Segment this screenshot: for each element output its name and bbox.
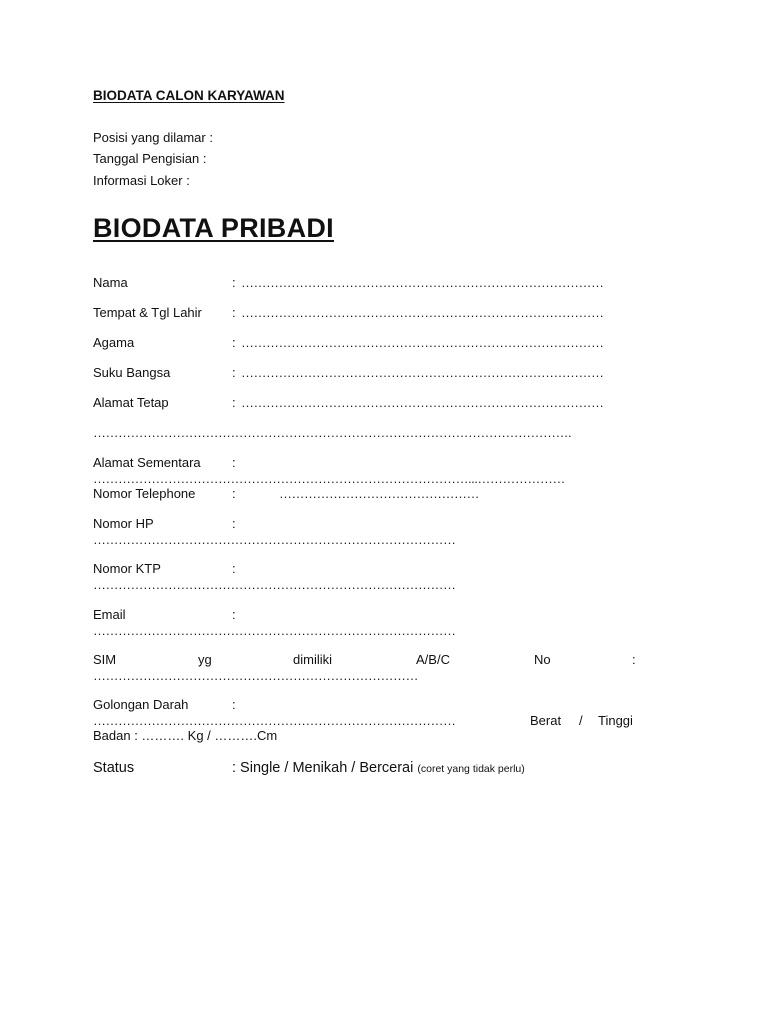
sim-word-abc: A/B/C [416, 652, 450, 667]
section-heading: BIODATA PRIBADI [93, 213, 334, 243]
sim-colon: : [632, 652, 636, 667]
badan-line: Badan : ………. Kg / ……….Cm [93, 728, 278, 743]
status-note: (coret yang tidak perlu) [417, 763, 525, 775]
alamat-tetap-colon: : [232, 395, 236, 410]
suku-colon: : [232, 365, 236, 380]
ttl-dots: …………………………………………………………………………… [241, 305, 604, 320]
nama-dots: …………………………………………………………………………… [241, 275, 604, 290]
tinggi-word: Tinggi [598, 713, 633, 728]
agama-colon: : [232, 335, 236, 350]
hp-label: Nomor HP [93, 516, 154, 531]
tanggal-pengisian-label: Tanggal Pengisian : [93, 151, 207, 166]
email-label: Email [93, 607, 126, 622]
sim-word-yg: yg [198, 652, 212, 667]
nama-label: Nama [93, 275, 128, 290]
suku-label: Suku Bangsa [93, 365, 171, 380]
agama-label: Agama [93, 335, 135, 350]
document-title: BIODATA CALON KARYAWAN [93, 88, 285, 103]
sim-dots: …………………………………………………………………… [93, 668, 418, 683]
email-colon: : [232, 607, 236, 622]
berat-slash: / [579, 713, 583, 728]
alamat-tetap-label: Alamat Tetap [93, 395, 169, 410]
email-dots: …………………………………………………………………………… [93, 623, 456, 638]
ttl-colon: : [232, 305, 236, 320]
ktp-colon: : [232, 561, 236, 576]
telephone-colon: : [232, 486, 236, 501]
alamat-tetap-dots: …………………………………………………………………………… [241, 395, 604, 410]
telephone-dots: ………………………………………… [279, 486, 479, 501]
hp-dots: …………………………………………………………………………… [93, 532, 456, 547]
status-value: : Single / Menikah / Bercerai [232, 760, 414, 776]
berat-word: Berat [530, 713, 562, 728]
sim-word-dimiliki: dimiliki [293, 652, 332, 667]
ktp-label: Nomor KTP [93, 561, 161, 576]
sim-word-no: No [534, 652, 551, 667]
alamat-sementara-label: Alamat Sementara [93, 455, 201, 470]
status-label: Status [93, 760, 135, 776]
ttl-label: Tempat & Tgl Lahir [93, 305, 202, 320]
suku-dots: …………………………………………………………………………… [241, 365, 604, 380]
agama-dots: …………………………………………………………………………… [241, 335, 604, 350]
hp-colon: : [232, 516, 236, 531]
goldar-dots: …………………………………………………………………………… [93, 713, 456, 728]
ktp-dots: …………………………………………………………………………… [93, 577, 456, 592]
goldar-label: Golongan Darah [93, 697, 189, 712]
alamat-sementara-colon: : [232, 455, 236, 470]
nama-colon: : [232, 275, 236, 290]
posisi-label: Posisi yang dilamar : [93, 130, 213, 145]
alamat-tetap-dots-line2: ……………………………………………………………………………………………………. [93, 425, 572, 440]
sim-word-sim: SIM [93, 652, 117, 667]
telephone-label: Nomor Telephone [93, 486, 196, 501]
status-options [232, 759, 525, 778]
informasi-loker-label: Informasi Loker : [93, 173, 190, 188]
goldar-colon: : [232, 697, 236, 712]
alamat-sementara-dots: ………………………………………………………………………………...………………… [93, 471, 565, 486]
